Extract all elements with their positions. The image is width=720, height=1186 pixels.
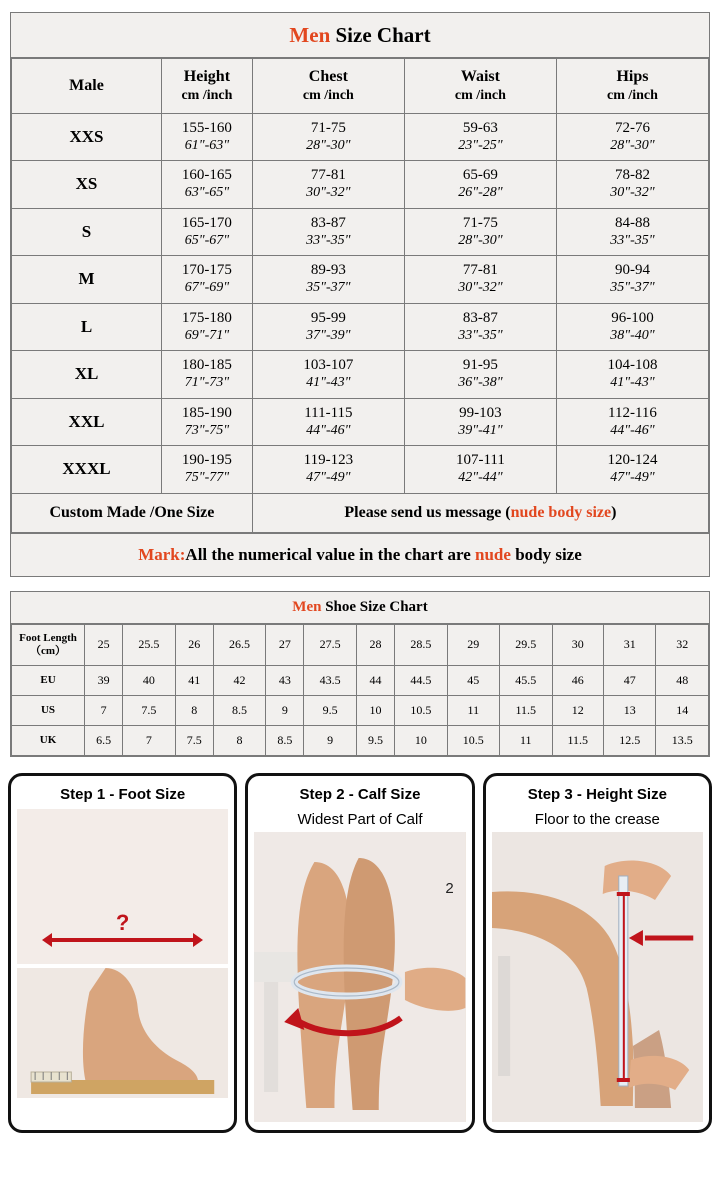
- size-label: M: [12, 256, 162, 304]
- shoe-cell: 27: [266, 624, 304, 665]
- waist-inch: 36"-38": [458, 375, 503, 390]
- shoe-cell: 48: [656, 665, 709, 695]
- shoe-cell: 25: [85, 624, 123, 665]
- custom-made-message: [252, 493, 708, 532]
- waist-inch: 39"-41": [458, 422, 503, 438]
- mark-note: [11, 533, 709, 576]
- hips-cm: 112-116: [608, 404, 657, 421]
- waist-inch: 28"-30": [458, 232, 503, 248]
- hips-inch: 33"-35": [610, 232, 655, 248]
- waist-inch: 42"-44": [458, 470, 503, 485]
- custom-made-message-prefix: Please send us message (: [344, 503, 511, 521]
- waist-cm: 91-95: [462, 357, 498, 373]
- waist-cell: [404, 256, 556, 304]
- hips-cm: 84-88: [614, 214, 650, 231]
- shoe-cell: 12.5: [603, 725, 655, 755]
- shoe-row-label: EU: [12, 665, 85, 695]
- chest-cell: [252, 208, 404, 256]
- shoe-cell: 7: [123, 725, 175, 755]
- size-label: L: [12, 303, 162, 351]
- mark-note-accent-1: Mark:: [138, 544, 186, 564]
- header-waist-label: Waist: [460, 68, 500, 85]
- height-cm: 180-185: [181, 357, 232, 373]
- chest-cm: 103-107: [303, 357, 354, 373]
- step-2-marker: 2: [445, 879, 454, 897]
- shoe-cell: 47: [603, 665, 655, 695]
- chest-inch: 35"-37": [306, 280, 351, 295]
- step-3-photo: [492, 832, 703, 1122]
- height-cell: [162, 256, 253, 304]
- waist-inch: 26"-28": [458, 185, 503, 200]
- waist-cm: 59-63: [462, 119, 498, 136]
- step-card-height-size: [483, 773, 712, 1133]
- shoe-cell: 29: [447, 624, 499, 665]
- header-height: [162, 59, 253, 114]
- waist-cell: [404, 208, 556, 256]
- calf-measure-illustration: [254, 832, 465, 1122]
- step-2-photo: [254, 832, 465, 1122]
- hips-cell: [556, 351, 708, 399]
- shoe-cell: 26.5: [213, 624, 265, 665]
- mark-note-accent-2: nude: [475, 544, 511, 564]
- waist-cm: 65-69: [462, 167, 498, 183]
- chest-inch: 33"-35": [306, 232, 351, 248]
- table-header-row: [12, 59, 709, 114]
- height-measure-illustration: [492, 832, 703, 1122]
- table-row: [12, 208, 709, 256]
- shoe-cell: 13: [603, 695, 655, 725]
- shoe-cell: 44: [356, 665, 394, 695]
- shoe-cell: 42: [213, 665, 265, 695]
- chest-inch: 28"-30": [306, 137, 351, 153]
- chest-cm: 95-99: [310, 309, 346, 326]
- shoe-cell: 10: [356, 695, 394, 725]
- header-height-unit: cm /inch: [181, 88, 233, 103]
- shoe-chart-title: [11, 592, 709, 624]
- hips-cell: [556, 208, 708, 256]
- size-label: XL: [12, 351, 162, 399]
- shoe-cell: 43.5: [304, 665, 356, 695]
- hips-inch: 30"-32": [610, 185, 655, 200]
- foot-length-question-mark: ?: [115, 909, 130, 935]
- size-label: XXL: [12, 398, 162, 446]
- table-row: [12, 624, 709, 665]
- height-cell: [162, 113, 253, 161]
- men-size-chart: [10, 12, 710, 577]
- waist-cm: 83-87: [462, 309, 498, 326]
- height-cell: [162, 351, 253, 399]
- shoe-cell: 44.5: [395, 665, 447, 695]
- size-label: XS: [12, 161, 162, 209]
- measurement-steps: [8, 773, 712, 1133]
- waist-cell: [404, 446, 556, 494]
- hips-inch: 44"-46": [610, 422, 655, 438]
- chest-cm: 77-81: [310, 167, 346, 183]
- shoe-cell: 45: [447, 665, 499, 695]
- chest-cm: 119-123: [303, 452, 354, 468]
- height-cell: [162, 208, 253, 256]
- shoe-cell: 9: [304, 725, 356, 755]
- waist-cell: [404, 351, 556, 399]
- men-shoe-size-chart: [10, 591, 710, 757]
- height-inch: 61"-63": [184, 137, 230, 153]
- chest-cell: [252, 256, 404, 304]
- table-row: [12, 695, 709, 725]
- shoe-chart-title-accent: Men: [292, 598, 322, 615]
- header-male: Male: [12, 59, 162, 114]
- height-cm: 190-195: [181, 452, 232, 468]
- chest-cell: [252, 398, 404, 446]
- shoe-cell: 10.5: [395, 695, 447, 725]
- mark-note-text-2: body size: [510, 544, 582, 564]
- waist-cm: 71-75: [462, 214, 498, 231]
- chest-cell: [252, 446, 404, 494]
- waist-cell: [404, 303, 556, 351]
- chest-cell: [252, 161, 404, 209]
- shoe-row-label: UK: [12, 725, 85, 755]
- height-cell: [162, 303, 253, 351]
- hips-cm: 96-100: [611, 309, 654, 326]
- shoe-cell: 7.5: [175, 725, 213, 755]
- step-3-title: Step 3 - Height Size: [527, 785, 667, 803]
- hips-cm: 78-82: [614, 167, 650, 183]
- shoe-cell: 14: [656, 695, 709, 725]
- shoe-cell: 9.5: [356, 725, 394, 755]
- hips-cm: 120-124: [607, 452, 658, 468]
- shoe-cell: 6.5: [85, 725, 123, 755]
- shoe-cell: 30: [552, 624, 603, 665]
- step-1-photo-bottom: [17, 968, 228, 1098]
- waist-inch: 23"-25": [458, 137, 503, 153]
- waist-cm: 107-111: [455, 452, 505, 468]
- height-inch: 73"-75": [184, 422, 230, 438]
- men-size-table: [11, 58, 709, 533]
- shoe-cell: 46: [552, 665, 603, 695]
- shoe-cell: 7.5: [123, 695, 175, 725]
- shoe-cell: 31: [603, 624, 655, 665]
- chest-cell: [252, 303, 404, 351]
- step-2-title: Step 2 - Calf Size: [299, 785, 421, 803]
- table-row: [12, 303, 709, 351]
- shoe-cell: 27.5: [304, 624, 356, 665]
- shoe-cell: 32: [656, 624, 709, 665]
- shoe-cell: 11: [500, 725, 552, 755]
- step-2-subtitle: Widest Part of Calf: [297, 810, 423, 828]
- waist-cell: [404, 161, 556, 209]
- height-cm: 155-160: [181, 119, 232, 136]
- chest-cm: 83-87: [310, 214, 346, 231]
- height-inch: 63"-65": [184, 185, 230, 200]
- header-hips: [556, 59, 708, 114]
- waist-cm: 77-81: [462, 262, 498, 278]
- header-hips-label: Hips: [616, 68, 649, 85]
- hips-cell: [556, 303, 708, 351]
- shoe-cell: 9.5: [304, 695, 356, 725]
- table-row: [12, 351, 709, 399]
- shoe-cell: 8.5: [213, 695, 265, 725]
- hips-cell: [556, 256, 708, 304]
- hips-inch: 41"-43": [610, 375, 655, 390]
- men-size-chart-title-accent: Men: [289, 23, 331, 47]
- header-hips-unit: cm /inch: [606, 88, 658, 103]
- step-3-subtitle: Floor to the crease: [534, 810, 660, 828]
- foot-on-ruler-illustration: [17, 968, 228, 1098]
- shoe-cell: 26: [175, 624, 213, 665]
- header-height-label: Height: [183, 68, 231, 85]
- chest-inch: 37"-39": [306, 327, 351, 343]
- height-inch: 71"-73": [184, 375, 230, 390]
- shoe-cell: 40: [123, 665, 175, 695]
- shoe-cell: 10.5: [447, 725, 499, 755]
- shoe-cell: 29.5: [500, 624, 552, 665]
- hips-cm: 90-94: [614, 262, 650, 278]
- hips-cm: 72-76: [614, 119, 650, 136]
- height-cm: 185-190: [181, 404, 232, 421]
- size-label: XXS: [12, 113, 162, 161]
- chest-inch: 30"-32": [306, 185, 351, 200]
- shoe-cell: 41: [175, 665, 213, 695]
- table-row: [12, 665, 709, 695]
- waist-cell: [404, 398, 556, 446]
- chest-cm: 111-115: [304, 404, 353, 421]
- shoe-cell: 11.5: [500, 695, 552, 725]
- waist-cm: 99-103: [459, 404, 502, 421]
- shoe-cell: 28.5: [395, 624, 447, 665]
- waist-inch: 30"-32": [458, 280, 503, 295]
- height-inch: 67"-69": [184, 280, 230, 295]
- shoe-size-table: [11, 624, 709, 756]
- shoe-cell: 11.5: [552, 725, 603, 755]
- waist-inch: 33"-35": [458, 327, 503, 343]
- chest-cell: [252, 113, 404, 161]
- hips-inch: 47"-49": [610, 470, 655, 485]
- men-size-chart-title-rest: Size Chart: [330, 23, 431, 47]
- header-waist: [404, 59, 556, 114]
- height-inch: 75"-77": [184, 470, 230, 485]
- step-1-photo-top: [17, 809, 228, 964]
- shoe-cell: 43: [266, 665, 304, 695]
- hips-cell: [556, 113, 708, 161]
- step-1-title: Step 1 - Foot Size: [60, 785, 186, 803]
- shoe-row-label: US: [12, 695, 85, 725]
- shoe-cell: 45.5: [500, 665, 552, 695]
- height-cell: [162, 398, 253, 446]
- height-cm: 165-170: [181, 214, 232, 231]
- hips-cell: [556, 398, 708, 446]
- height-cm: 175-180: [181, 309, 232, 326]
- chest-cell: [252, 351, 404, 399]
- height-cell: [162, 446, 253, 494]
- chest-cm: 89-93: [310, 262, 346, 278]
- hips-inch: 35"-37": [610, 280, 655, 295]
- shoe-cell: 10: [395, 725, 447, 755]
- shoe-cell: 39: [85, 665, 123, 695]
- table-row: [12, 725, 709, 755]
- shoe-cell: 28: [356, 624, 394, 665]
- custom-made-row: [12, 493, 709, 532]
- header-chest: [252, 59, 404, 114]
- table-row: [12, 256, 709, 304]
- header-waist-unit: cm /inch: [454, 88, 506, 103]
- shoe-chart-title-rest: Shoe Size Chart: [321, 598, 428, 615]
- foot-length-arrow: [51, 938, 194, 942]
- men-size-chart-title: [11, 13, 709, 58]
- shoe-cell: 8: [175, 695, 213, 725]
- table-row: [12, 113, 709, 161]
- hips-cm: 104-108: [607, 357, 658, 373]
- height-cm: 160-165: [181, 167, 232, 183]
- chest-inch: 44"-46": [306, 422, 351, 438]
- step-card-foot-size: [8, 773, 237, 1133]
- shoe-cell: 11: [447, 695, 499, 725]
- mark-note-text-1: All the numerical value in the chart are: [185, 544, 476, 564]
- hips-inch: 38"-40": [610, 327, 655, 343]
- header-chest-label: Chest: [308, 68, 348, 85]
- step-card-calf-size: [245, 773, 474, 1133]
- header-chest-unit: cm /inch: [302, 88, 354, 103]
- shoe-cell: 25.5: [123, 624, 175, 665]
- table-row: [12, 446, 709, 494]
- custom-made-label: Custom Made /One Size: [12, 493, 253, 532]
- hips-cell: [556, 161, 708, 209]
- size-label: XXXL: [12, 446, 162, 494]
- shoe-cell: 12: [552, 695, 603, 725]
- waist-cell: [404, 113, 556, 161]
- size-label: S: [12, 208, 162, 256]
- custom-made-message-suffix: ): [611, 503, 617, 521]
- shoe-cell: 8.5: [266, 725, 304, 755]
- shoe-row-label: Foot Length（cm）: [12, 624, 85, 665]
- height-cm: 170-175: [181, 262, 232, 278]
- height-inch: 65"-67": [184, 232, 230, 248]
- table-row: [12, 161, 709, 209]
- shoe-cell: 9: [266, 695, 304, 725]
- chest-inch: 47"-49": [306, 470, 351, 485]
- hips-cell: [556, 446, 708, 494]
- shoe-cell: 7: [85, 695, 123, 725]
- chest-inch: 41"-43": [306, 375, 351, 390]
- shoe-cell: 13.5: [656, 725, 709, 755]
- height-cell: [162, 161, 253, 209]
- hips-inch: 28"-30": [610, 137, 655, 153]
- chest-cm: 71-75: [310, 119, 346, 136]
- height-inch: 69"-71": [184, 327, 230, 343]
- table-row: [12, 398, 709, 446]
- shoe-cell: 8: [213, 725, 265, 755]
- custom-made-message-accent: nude body size: [510, 503, 612, 521]
